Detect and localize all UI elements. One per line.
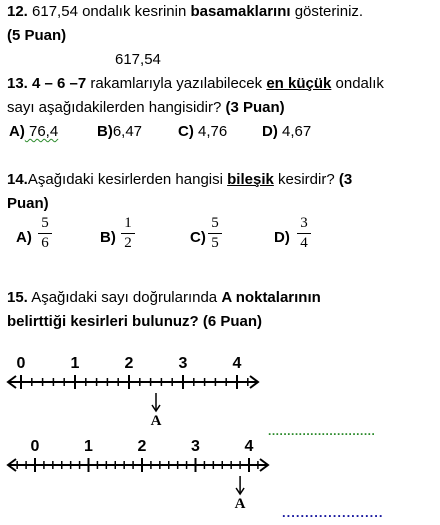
q14-number: 14. xyxy=(7,171,28,188)
answer-blank-2[interactable]: ...................... xyxy=(282,505,384,520)
q14-points-a: (3 xyxy=(338,171,353,188)
q13-option-a-value: 76,4 xyxy=(24,123,59,140)
q14-option-c-numerator: 5 xyxy=(211,215,219,231)
q13-line1 xyxy=(7,75,384,92)
q13-number: 13. xyxy=(7,75,28,92)
q14-line1 xyxy=(7,171,352,188)
q13-option-d-label: D) xyxy=(262,123,278,140)
number-line-1 xyxy=(0,355,440,435)
q14-option-b-numerator: 1 xyxy=(124,215,132,231)
number-line-1-label: 1 xyxy=(70,355,80,372)
q13-option-a xyxy=(9,123,58,140)
answer-blank-1[interactable]: ............................ xyxy=(268,424,376,438)
q12-line1 xyxy=(7,3,363,20)
q13-line2-text: sayı aşağıdakilerden hangisidir? xyxy=(7,99,226,116)
q13-digits: 4 – 6 –7 xyxy=(27,75,87,92)
q13-option-c xyxy=(178,123,227,140)
q12-text-after: gösteriniz. xyxy=(290,3,364,20)
q14-option-d-label: D) xyxy=(274,229,290,246)
q13-option-b-label: B) xyxy=(97,123,113,140)
q13-points: (3 Puan) xyxy=(225,99,285,116)
q12-bold-word: basamaklarını xyxy=(190,3,291,20)
number-line-1-point-label: A xyxy=(150,413,162,429)
q13-option-b-value: 6,47 xyxy=(112,123,143,140)
q13-option-a-label: A) xyxy=(9,123,25,140)
q15-points: (6 Puan) xyxy=(202,313,263,330)
number-line-1-label: 4 xyxy=(232,355,242,372)
q14-option-c-denominator: 5 xyxy=(211,235,219,251)
q13-text-after: ondalık xyxy=(331,75,384,92)
q13-option-d-value: 4,67 xyxy=(277,123,312,140)
q15-line1 xyxy=(7,289,321,306)
number-line-1-label: 2 xyxy=(124,355,134,372)
q14-option-d-numerator: 3 xyxy=(300,215,308,231)
q13-option-b xyxy=(97,123,142,140)
q13-option-c-value: 4,76 xyxy=(193,123,228,140)
q14-option-d-fraction xyxy=(297,215,311,252)
number-line-1-label: 0 xyxy=(16,355,26,372)
q14-option-a-label: A) xyxy=(16,229,32,246)
q14-option-b-label: B) xyxy=(100,229,116,246)
q13-text: rakamlarıyla yazılabilecek xyxy=(86,75,267,92)
q15-number: 15. xyxy=(7,289,28,306)
q12-text: 617,54 ondalık kesrinin xyxy=(27,3,191,20)
q14-option-c-label: C) xyxy=(190,229,206,246)
q12-number: 12. xyxy=(7,3,28,20)
number-line-2-label: 3 xyxy=(191,438,200,455)
number-line-2-label: 2 xyxy=(137,438,147,455)
q15-line2-text: belirttiği kesirleri bulunuz? xyxy=(7,313,203,330)
number-line-2-label: 0 xyxy=(30,438,40,455)
number-line-2-label: 4 xyxy=(244,438,254,455)
number-line-1-label: 3 xyxy=(178,355,188,372)
q12-value: 617,54 xyxy=(115,51,161,68)
q14-option-b-fraction xyxy=(121,215,135,252)
number-line-2-point-label: A xyxy=(234,496,246,512)
q14-key-word: bileşik xyxy=(227,171,274,188)
q15-text: Aşağıdaki sayı doğrularında xyxy=(27,289,222,306)
number-line-2-label: 1 xyxy=(84,438,93,455)
q14-option-d-denominator: 4 xyxy=(300,235,308,251)
q14-points-b: Puan) xyxy=(7,195,49,212)
q14-option-a-numerator: 5 xyxy=(41,215,49,231)
q13-option-c-label: C) xyxy=(178,123,194,140)
q14-option-b-denominator: 2 xyxy=(124,235,132,251)
q13-key-phrase: en küçük xyxy=(266,75,332,92)
q14-option-a-denominator: 6 xyxy=(41,235,49,251)
q14-text-after: kesirdir? xyxy=(273,171,339,188)
q14-option-c-fraction xyxy=(208,215,222,252)
q14-text: Aşağıdaki kesirlerden hangisi xyxy=(27,171,228,188)
q13-option-d xyxy=(262,123,311,140)
q14-option-a-fraction xyxy=(38,215,52,252)
number-line-1-svg xyxy=(0,355,440,435)
q15-line2 xyxy=(7,313,262,330)
q12-points: (5 Puan) xyxy=(7,27,67,44)
q13-line2 xyxy=(7,99,285,116)
q15-key-word: A noktalarının xyxy=(221,289,321,306)
